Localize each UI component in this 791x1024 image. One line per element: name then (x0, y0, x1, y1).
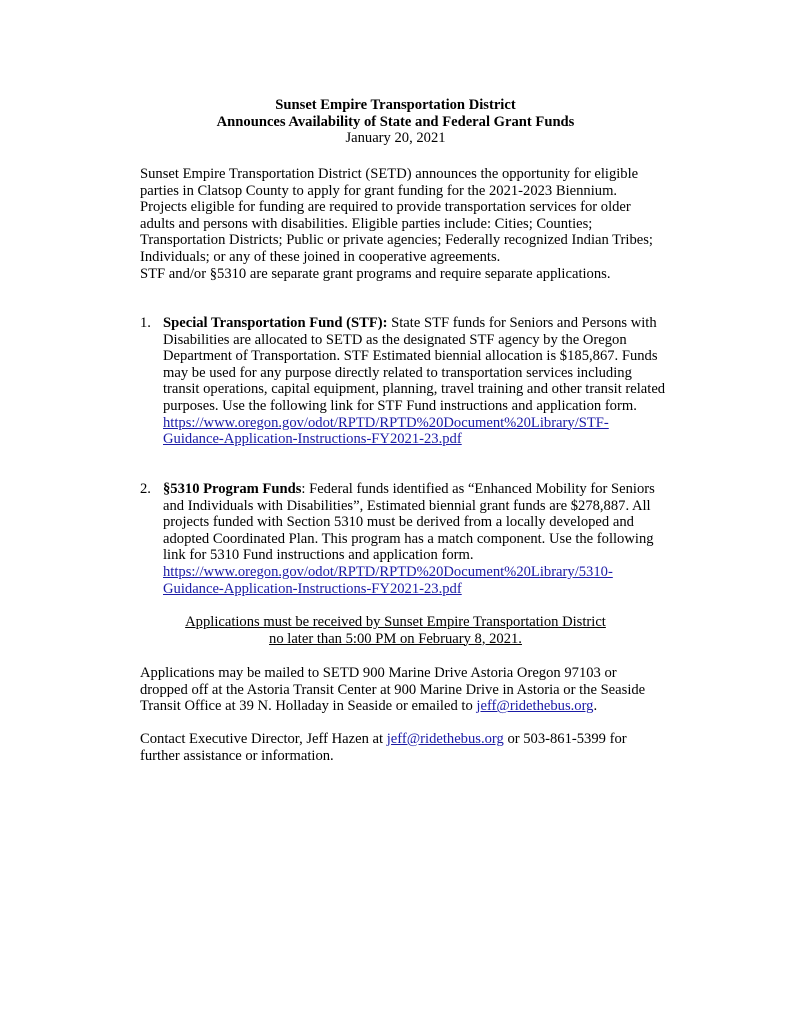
contact-line: Contact Executive Director, Jeff Hazen at (140, 731, 387, 747)
5310-guidance-link[interactable]: https://www.oregon.gov/odot/RPTD/RPTD%20Document%20Library/5310- (163, 563, 613, 580)
intro-paragraph (140, 166, 700, 282)
stf-guidance-link-cont[interactable]: Guidance-Application-Instructions-FY2021-23.pdf (163, 431, 462, 448)
document-subtitle: Announces Availability of State and Federal Grant Funds (216, 113, 575, 130)
intro-line: Individuals; or any of these joined in cooperative agreements. (140, 248, 501, 265)
mailing-line: dropped off at the Astoria Transit Center at 900 Marine Drive in Astoria or the Seaside (140, 681, 646, 698)
intro-line: Sunset Empire Transportation District (SETD) announces the opportunity for eligible (140, 166, 639, 182)
intro-line: adults and persons with disabilities. Eligible parties include: Cities; Counties; (140, 215, 593, 232)
item-line: link for 5310 Fund instructions and application form. (163, 547, 474, 564)
item-text: : Federal funds identified as “Enhanced Mobility for Seniors (301, 481, 655, 497)
contact-email-link[interactable]: jeff@ridethebus.org (386, 731, 504, 747)
mailing-line: Applications may be mailed to SETD 900 Marine Drive Astoria Oregon 97103 or (140, 665, 617, 681)
email-link[interactable]: jeff@ridethebus.org (476, 698, 594, 715)
mailing-line: Transit Office at 39 N. Holladay in Seaside or emailed to (140, 698, 477, 715)
list-number: 1. (140, 315, 151, 331)
item-line: and Individuals with Disabilities”, Estimated biennial grant funds are $278,887. All (163, 497, 651, 514)
item-text: State STF funds for Seniors and Persons with (387, 315, 657, 331)
item-line: purposes. Use the following link for STF Fund instructions and application form. (163, 397, 637, 414)
intro-line: Transportation Districts; Public or private agencies; Federally recognized Indian Tribes; (140, 232, 653, 249)
intro-line: Projects eligible for funding are required to provide transportation services for older (140, 199, 631, 216)
contact-paragraph: Contact Executive Director, Jeff Hazen at jeff@ridethebus.org or 503-861-5399 for further assistance or information. (140, 731, 720, 764)
item-line: may be used for any purpose directly related to transportation services including (163, 364, 632, 381)
intro-line: parties in Clatsop County to apply for grant funding for the 2021-2023 Biennium. (140, 182, 618, 199)
list-number: 2. (140, 481, 151, 497)
contact-line: further assistance or information. (140, 747, 334, 764)
5310-guidance-link-cont[interactable]: Guidance-Application-Instructions-FY2021-23.pdf (163, 580, 462, 597)
deadline-line: no later than 5:00 PM on February 8, 2021. (269, 630, 522, 647)
item-line: projects funded with Section 5310 must be derived from a locally developed and (163, 514, 634, 531)
deadline-notice (0, 614, 791, 647)
item-title: Special Transportation Fund (STF): (163, 315, 388, 331)
stf-guidance-link[interactable]: https://www.oregon.gov/odot/RPTD/RPTD%20Document%20Library/STF- (163, 414, 609, 431)
document-title: Sunset Empire Transportation District (275, 97, 516, 113)
deadline-line: Applications must be received by Sunset Empire Transportation District (185, 614, 606, 630)
document-header (0, 97, 791, 147)
intro-line: STF and/or §5310 are separate grant programs and require separate applications. (140, 265, 611, 282)
mailing-paragraph: Applications may be mailed to SETD 900 Marine Drive Astoria Oregon 97103 or dropped off at the Astoria Transit Center at 900 Marine Drive in Astoria or the Seaside Transit Office at 39 N. Holladay in Seaside or emailed to jeff@ridethebus.org. (140, 665, 720, 715)
item-line: transit operations, capital equipment, planning, travel training and other transit related (163, 381, 666, 398)
item-line: adopted Coordinated Plan. This program has a match component. Use the following (163, 530, 654, 547)
item-title: §5310 Program Funds (163, 481, 302, 497)
item-line: Disabilities are allocated to SETD as the designated STF agency by the Oregon (163, 331, 627, 348)
document-date: January 20, 2021 (345, 130, 446, 147)
item-line: Department of Transportation. STF Estimated biennial allocation is $185,867. Funds (163, 348, 658, 365)
